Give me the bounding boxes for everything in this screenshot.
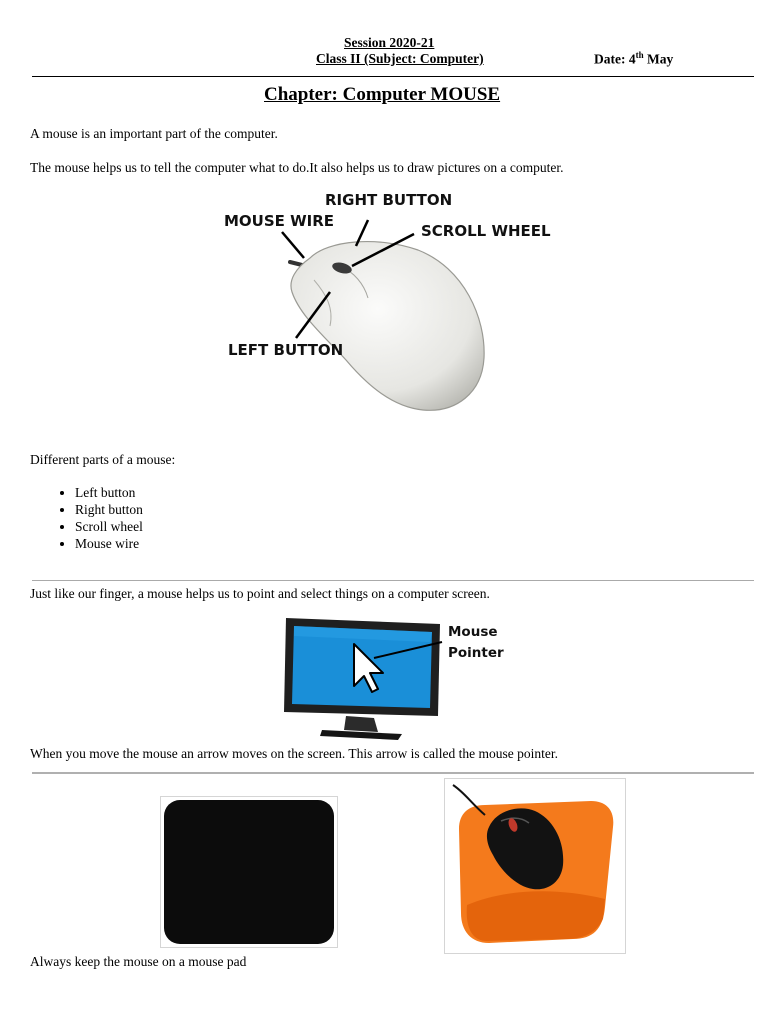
- list-item: • Scroll wheel: [75, 518, 143, 535]
- mouse-pointer-label-line1: Mouse: [448, 624, 498, 640]
- mousepad-caption: Always keep the mouse on a mouse pad: [30, 954, 247, 969]
- pointer-intro: Just like our finger, a mouse helps us to point and select things on a computer screen.: [30, 586, 490, 601]
- parts-list: [30, 484, 143, 552]
- monitor-figure: [270, 612, 510, 744]
- page-title: Chapter: Computer MOUSE: [264, 84, 501, 105]
- label-mouse-wire: MOUSE WIRE: [224, 212, 335, 230]
- mouse-pointer-label: [448, 622, 504, 664]
- section-divider: [32, 772, 754, 774]
- label-scroll-wheel: SCROLL WHEEL: [421, 222, 551, 240]
- header-rule: [32, 76, 754, 77]
- black-mouse-pad: [161, 797, 337, 947]
- section-divider: [32, 580, 754, 581]
- mouse-diagram: [218, 188, 558, 428]
- date-prefix: Date: 4: [594, 51, 636, 67]
- label-left-button: LEFT BUTTON: [228, 341, 344, 359]
- black-mouse-pad-photo: [160, 796, 338, 948]
- pointer-explanation: When you move the mouse an arrow moves on the screen. This arrow is called the mouse pointer.: [30, 746, 558, 761]
- orange-mouse-pad-photo: [444, 778, 626, 954]
- list-item: • Mouse wire: [75, 535, 143, 552]
- date-label: [594, 50, 673, 68]
- intro-paragraph-2: The mouse helps us to tell the computer what to do.It also helps us to draw pictures on a computer.: [30, 160, 564, 175]
- orange-mouse-pad-with-mouse: [445, 779, 625, 953]
- date-suffix: May: [643, 51, 674, 67]
- session-label: Session 2020-21: [344, 35, 435, 50]
- date-superscript: th: [635, 50, 644, 60]
- label-right-button: RIGHT BUTTON: [325, 191, 453, 209]
- parts-heading: Different parts of a mouse:: [30, 452, 176, 467]
- class-subject-label: Class II (Subject: Computer): [316, 51, 484, 66]
- mouse-pointer-label-line2: Pointer: [448, 645, 504, 661]
- list-item: • Right button: [75, 501, 143, 518]
- intro-paragraph-1: A mouse is an important part of the computer.: [30, 126, 278, 141]
- list-item: • Left button: [75, 484, 143, 501]
